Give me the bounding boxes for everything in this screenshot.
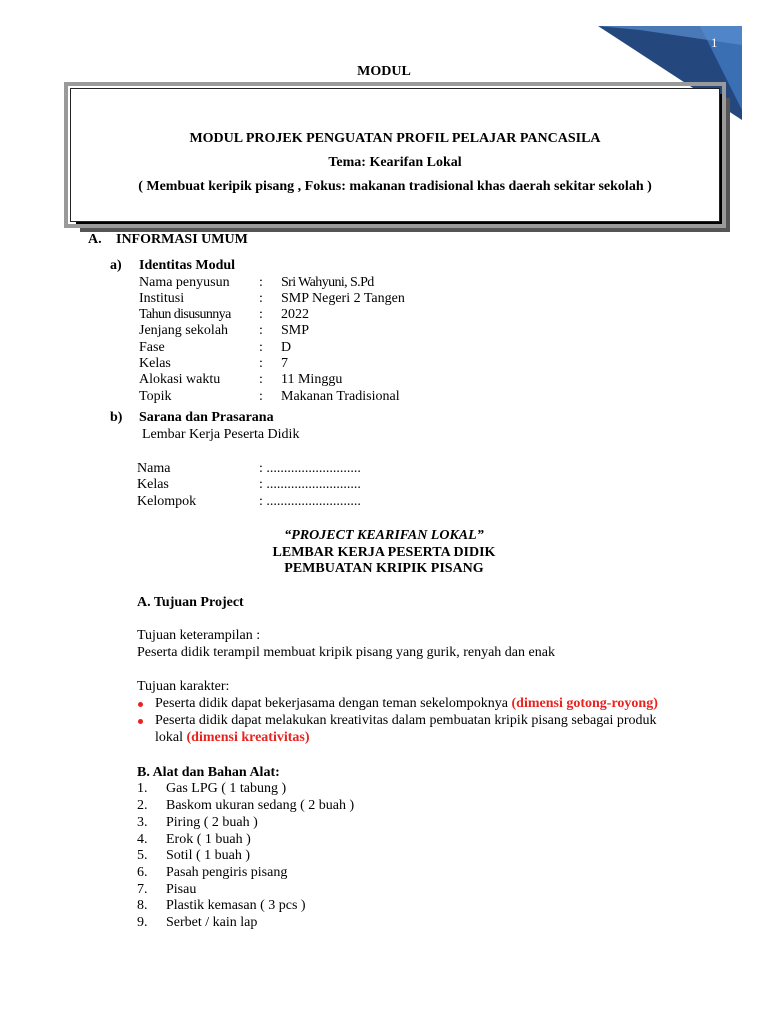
list-number: 8. [137,898,148,913]
list-item: Pasah pengiris pisang [166,865,288,880]
character-label: Tujuan karakter: [137,679,230,694]
bullet-icon [138,719,143,724]
student-field-blank: : ........................... [259,494,361,509]
list-item: Piring ( 2 buah ) [166,815,258,830]
skill-label: Tujuan keterampilan : [137,628,261,643]
page-number: 1 [711,35,718,50]
field-colon: : [259,389,263,404]
list-number: 4. [137,832,148,847]
field-label: Institusi [139,291,185,306]
student-field-blank: : ........................... [259,477,361,492]
list-number: 5. [137,848,148,863]
field-value: SMP Negeri 2 Tangen [281,291,405,306]
module-theme: Tema: Kearifan Lokal [328,155,462,170]
list-item: Plastik kemasan ( 3 pcs ) [166,898,306,913]
list-item: Baskom ukuran sedang ( 2 buah ) [166,798,355,813]
field-colon: : [259,372,263,387]
list-item: Serbet / kain lap [166,915,258,930]
alat-title: B. Alat dan Bahan Alat: [137,765,280,780]
sub-b-title: Sarana dan Prasarana [139,410,274,425]
character-bullet-2-line2 [155,730,310,746]
dimension-highlight: (dimensi gotong-royong) [511,696,658,711]
list-item: Gas LPG ( 1 tabung ) [166,781,287,796]
list-number: 3. [137,815,148,830]
section-a-title: INFORMASI UMUM [116,232,248,247]
field-colon: : [259,275,263,290]
student-field-label: Nama [137,461,171,476]
title-box [70,88,720,222]
field-value: 2022 [281,307,309,322]
bullet-text: lokal [155,730,187,745]
list-number: 9. [137,915,148,930]
field-label: Kelas [139,356,171,371]
field-colon: : [259,340,263,355]
field-value: Sri Wahyuni, S.Pd [281,275,374,290]
character-bullet-1 [155,696,658,712]
sub-a-title: Identitas Modul [139,258,236,273]
field-colon: : [259,291,263,306]
list-number: 1. [137,781,148,796]
dimension-highlight: (dimensi kreativitas) [186,730,310,745]
worksheet-heading-project: “PROJECT KEARIFAN LOKAL” [284,528,484,543]
field-value: D [281,340,292,355]
worksheet-heading-lkpd: LEMBAR KERJA PESERTA DIDIK [272,545,496,560]
student-field-blank: : ........................... [259,461,361,476]
field-label: Alokasi waktu [139,372,221,387]
list-number: 7. [137,882,148,897]
field-value: 11 Minggu [281,372,343,387]
worksheet-heading-topic: PEMBUATAN KRIPIK PISANG [284,561,484,576]
field-label: Nama penyusun [139,275,230,290]
field-colon: : [259,307,263,322]
list-number: 2. [137,798,148,813]
sub-b-marker: b) [110,410,123,425]
module-title: MODUL PROJEK PENGUATAN PROFIL PELAJAR PANCASILA [189,131,601,146]
bullet-text: Peserta didik dapat bekerjasama dengan teman sekelompoknya [155,696,512,711]
section-a-marker: A. [88,232,102,247]
module-subtitle: ( Membuat keripik pisang , Fokus: makanan tradisional khas daerah sekitar sekolah ) [138,179,652,194]
field-label: Fase [139,340,165,355]
tujuan-title: A. Tujuan Project [137,595,244,610]
field-label: Topik [139,389,172,404]
list-item: Pisau [166,882,197,897]
skill-text: Peserta didik terampil membuat kripik pisang yang gurik, renyah dan enak [137,645,555,660]
field-colon: : [259,323,263,338]
document-header: MODUL [357,64,411,79]
field-label: Jenjang sekolah [139,323,229,338]
student-field-label: Kelompok [137,494,197,509]
field-value: Makanan Tradisional [281,389,400,404]
sub-a-marker: a) [110,258,122,273]
character-bullet-2-line1: Peserta didik dapat melakukan kreativitas dalam pembuatan kripik pisang sebagai produk [155,713,657,728]
list-item: Sotil ( 1 buah ) [166,848,250,863]
field-colon: : [259,356,263,371]
bullet-icon [138,702,143,707]
student-field-label: Kelas [137,477,169,492]
field-label: Tahun disusunnya [139,307,231,322]
list-item: Erok ( 1 buah ) [166,832,251,847]
sub-b-line: Lembar Kerja Peserta Didik [142,427,300,442]
field-value: 7 [281,356,288,371]
field-value: SMP [281,323,310,338]
list-number: 6. [137,865,148,880]
